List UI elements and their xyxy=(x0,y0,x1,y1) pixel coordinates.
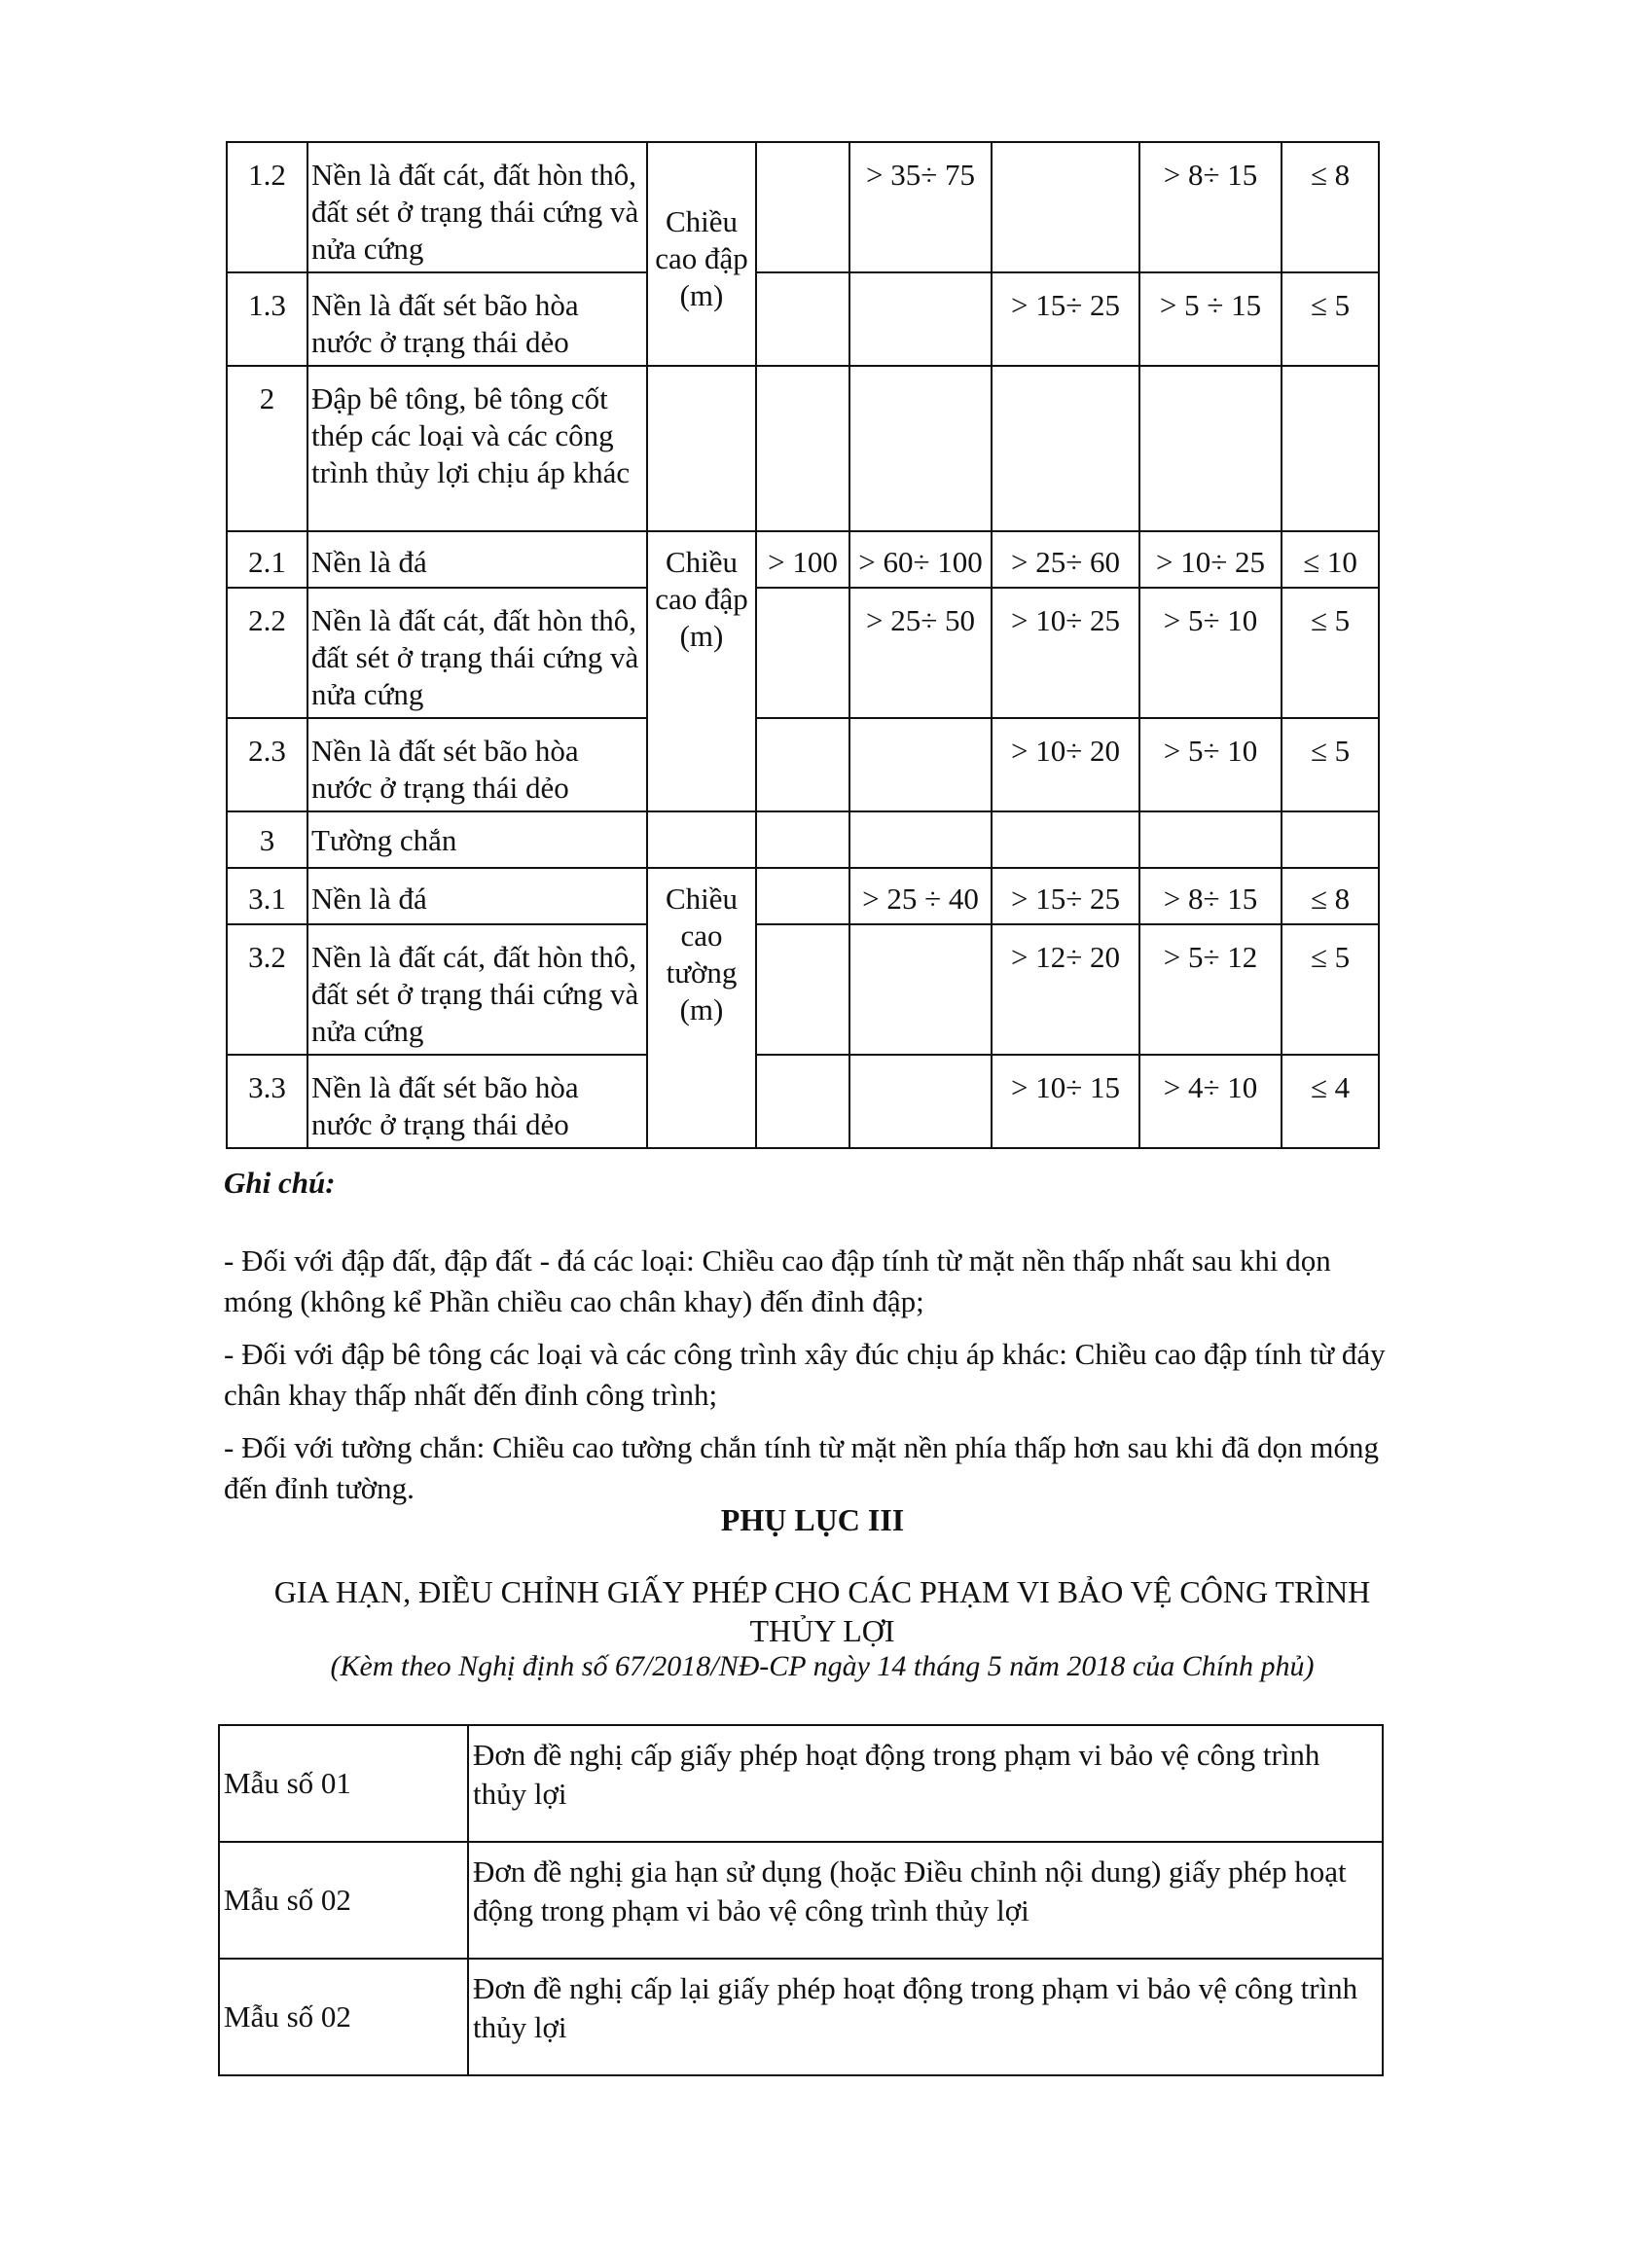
value-cell: > 4÷ 10 xyxy=(1139,1055,1282,1148)
value-cell: > 35÷ 75 xyxy=(849,142,992,272)
value-cell: > 15÷ 25 xyxy=(992,868,1139,924)
form-code: Mẫu số 02 xyxy=(219,1842,468,1959)
value-cell: > 100 xyxy=(756,531,849,588)
row-description: Nền là đất cát, đất hòn thô, đất sét ở trạng thái cứng và nửa cứng xyxy=(307,924,647,1055)
value-cell: > 8÷ 15 xyxy=(1139,868,1282,924)
notes-title: Ghi chú: xyxy=(224,1166,336,1200)
row-description: Tường chắn xyxy=(307,811,647,868)
value-cell: > 10÷ 15 xyxy=(992,1055,1139,1148)
value-cell xyxy=(849,924,992,1055)
table-row xyxy=(219,1725,1383,1842)
table-row xyxy=(227,531,1379,588)
row-number: 2 xyxy=(227,366,307,531)
value-cell xyxy=(849,1055,992,1148)
table-row xyxy=(227,1055,1379,1148)
row-number: 3 xyxy=(227,811,307,868)
table-row xyxy=(227,272,1379,366)
appendix-heading: GIA HẠN, ĐIỀU CHỈNH GIẤY PHÉP CHO CÁC PHẠM VI BẢO VỆ CÔNG TRÌNH THỦY LỢI xyxy=(273,1574,1371,1648)
row-number: 1.2 xyxy=(227,142,307,272)
row-description: Nền là đất cát, đất hòn thô, đất sét ở trạng thái cứng và nửa cứng xyxy=(307,588,647,718)
row-number: 3.2 xyxy=(227,924,307,1055)
value-cell xyxy=(1282,811,1379,868)
form-title: Đơn đề nghị cấp giấy phép hoạt động trong phạm vi bảo vệ công trình thủy lợi xyxy=(468,1725,1383,1842)
value-cell: ≤ 5 xyxy=(1282,718,1379,811)
value-cell xyxy=(1139,366,1282,531)
table-row xyxy=(219,1842,1383,1959)
form-title: Đơn đề nghị gia hạn sử dụng (hoặc Điều chỉnh nội dung) giấy phép hoạt động trong phạm vi bảo vệ công trình thủy lợi xyxy=(468,1842,1383,1959)
value-cell xyxy=(992,811,1139,868)
value-cell: > 5÷ 12 xyxy=(1139,924,1282,1055)
form-title: Đơn đề nghị cấp lại giấy phép hoạt động trong phạm vi bảo vệ công trình thủy lợi xyxy=(468,1959,1383,2075)
value-cell xyxy=(756,924,849,1055)
value-cell xyxy=(849,811,992,868)
value-cell: > 25÷ 60 xyxy=(992,531,1139,588)
appendix-subtitle: (Kèm theo Nghị định số 67/2018/NĐ-CP ngày 14 tháng 5 năm 2018 của Chính phủ) xyxy=(330,1650,1315,1682)
note-item: - Đối với đập bê tông các loại và các công trình xây đúc chịu áp khác: Chiều cao đập tính từ đáy chân khay thấp nhất đến đỉnh công trình; xyxy=(224,1337,1386,1412)
value-cell xyxy=(756,588,849,718)
table-row xyxy=(227,366,1379,531)
value-cell: ≤ 8 xyxy=(1282,868,1379,924)
value-cell: ≤ 8 xyxy=(1282,142,1379,272)
criteria-cell: Chiều cao tường (m) xyxy=(647,868,756,1148)
classification-table xyxy=(226,141,1380,1149)
value-cell xyxy=(756,868,849,924)
value-cell: > 12÷ 20 xyxy=(992,924,1139,1055)
value-cell: ≤ 4 xyxy=(1282,1055,1379,1148)
value-cell: > 5 ÷ 15 xyxy=(1139,272,1282,366)
value-cell: > 25÷ 50 xyxy=(849,588,992,718)
row-description: Nền là đất sét bão hòa nước ở trạng thái dẻo xyxy=(307,1055,647,1148)
row-number: 2.3 xyxy=(227,718,307,811)
row-description: Nền là đá xyxy=(307,868,647,924)
value-cell: > 15÷ 25 xyxy=(992,272,1139,366)
table-row xyxy=(227,811,1379,868)
value-cell xyxy=(849,272,992,366)
table-row xyxy=(219,1959,1383,2075)
value-cell xyxy=(756,811,849,868)
value-cell xyxy=(992,366,1139,531)
criteria-cell xyxy=(647,811,756,868)
value-cell xyxy=(756,1055,849,1148)
value-cell: > 60÷ 100 xyxy=(849,531,992,588)
value-cell xyxy=(849,718,992,811)
row-number: 3.1 xyxy=(227,868,307,924)
value-cell: > 8÷ 15 xyxy=(1139,142,1282,272)
criteria-cell xyxy=(647,366,756,531)
value-cell: ≤ 10 xyxy=(1282,531,1379,588)
value-cell xyxy=(849,366,992,531)
value-cell: ≤ 5 xyxy=(1282,588,1379,718)
row-number: 1.3 xyxy=(227,272,307,366)
value-cell: > 5÷ 10 xyxy=(1139,588,1282,718)
notes-section xyxy=(224,1163,1401,1521)
criteria-cell: Chiều cao đập (m) xyxy=(647,531,756,811)
row-number: 3.3 xyxy=(227,1055,307,1148)
value-cell xyxy=(756,718,849,811)
row-description: Nền là đá xyxy=(307,531,647,588)
note-item: - Đối với đập đất, đập đất - đá các loại: Chiều cao đập tính từ mặt nền thấp nhất sau khi dọn móng (không kể Phần chiều cao chân khay) đến đỉnh đập; xyxy=(224,1243,1331,1318)
forms-table xyxy=(218,1724,1384,2076)
criteria-cell: Chiều cao đập (m) xyxy=(647,142,756,366)
table-row xyxy=(227,588,1379,718)
value-cell: > 5÷ 10 xyxy=(1139,718,1282,811)
value-cell xyxy=(756,366,849,531)
value-cell xyxy=(992,142,1139,272)
note-item: - Đối với tường chắn: Chiều cao tường chắn tính từ mặt nền phía thấp hơn sau khi đã dọn móng đến đỉnh tường. xyxy=(224,1430,1379,1505)
row-description: Nền là đất sét bão hòa nước ở trạng thái dẻo xyxy=(307,272,647,366)
row-number: 2.2 xyxy=(227,588,307,718)
value-cell: > 10÷ 25 xyxy=(1139,531,1282,588)
row-description: Nền là đất cát, đất hòn thô, đất sét ở trạng thái cứng và nửa cứng xyxy=(307,142,647,272)
value-cell xyxy=(1139,811,1282,868)
table-row xyxy=(227,718,1379,811)
appendix-title: PHỤ LỤC III xyxy=(720,1502,905,1537)
row-description: Đập bê tông, bê tông cốt thép các loại và các công trình thủy lợi chịu áp khác xyxy=(307,366,647,531)
value-cell: > 10÷ 25 xyxy=(992,588,1139,718)
row-description: Nền là đất sét bão hòa nước ở trạng thái dẻo xyxy=(307,718,647,811)
value-cell xyxy=(756,272,849,366)
table-row xyxy=(227,142,1379,272)
value-cell: > 10÷ 20 xyxy=(992,718,1139,811)
value-cell: ≤ 5 xyxy=(1282,924,1379,1055)
row-number: 2.1 xyxy=(227,531,307,588)
value-cell: > 25 ÷ 40 xyxy=(849,868,992,924)
value-cell xyxy=(756,142,849,272)
table-row xyxy=(227,868,1379,924)
form-code: Mẫu số 01 xyxy=(219,1725,468,1842)
value-cell: ≤ 5 xyxy=(1282,272,1379,366)
value-cell xyxy=(1282,366,1379,531)
table-row xyxy=(227,924,1379,1055)
form-code: Mẫu số 02 xyxy=(219,1959,468,2075)
